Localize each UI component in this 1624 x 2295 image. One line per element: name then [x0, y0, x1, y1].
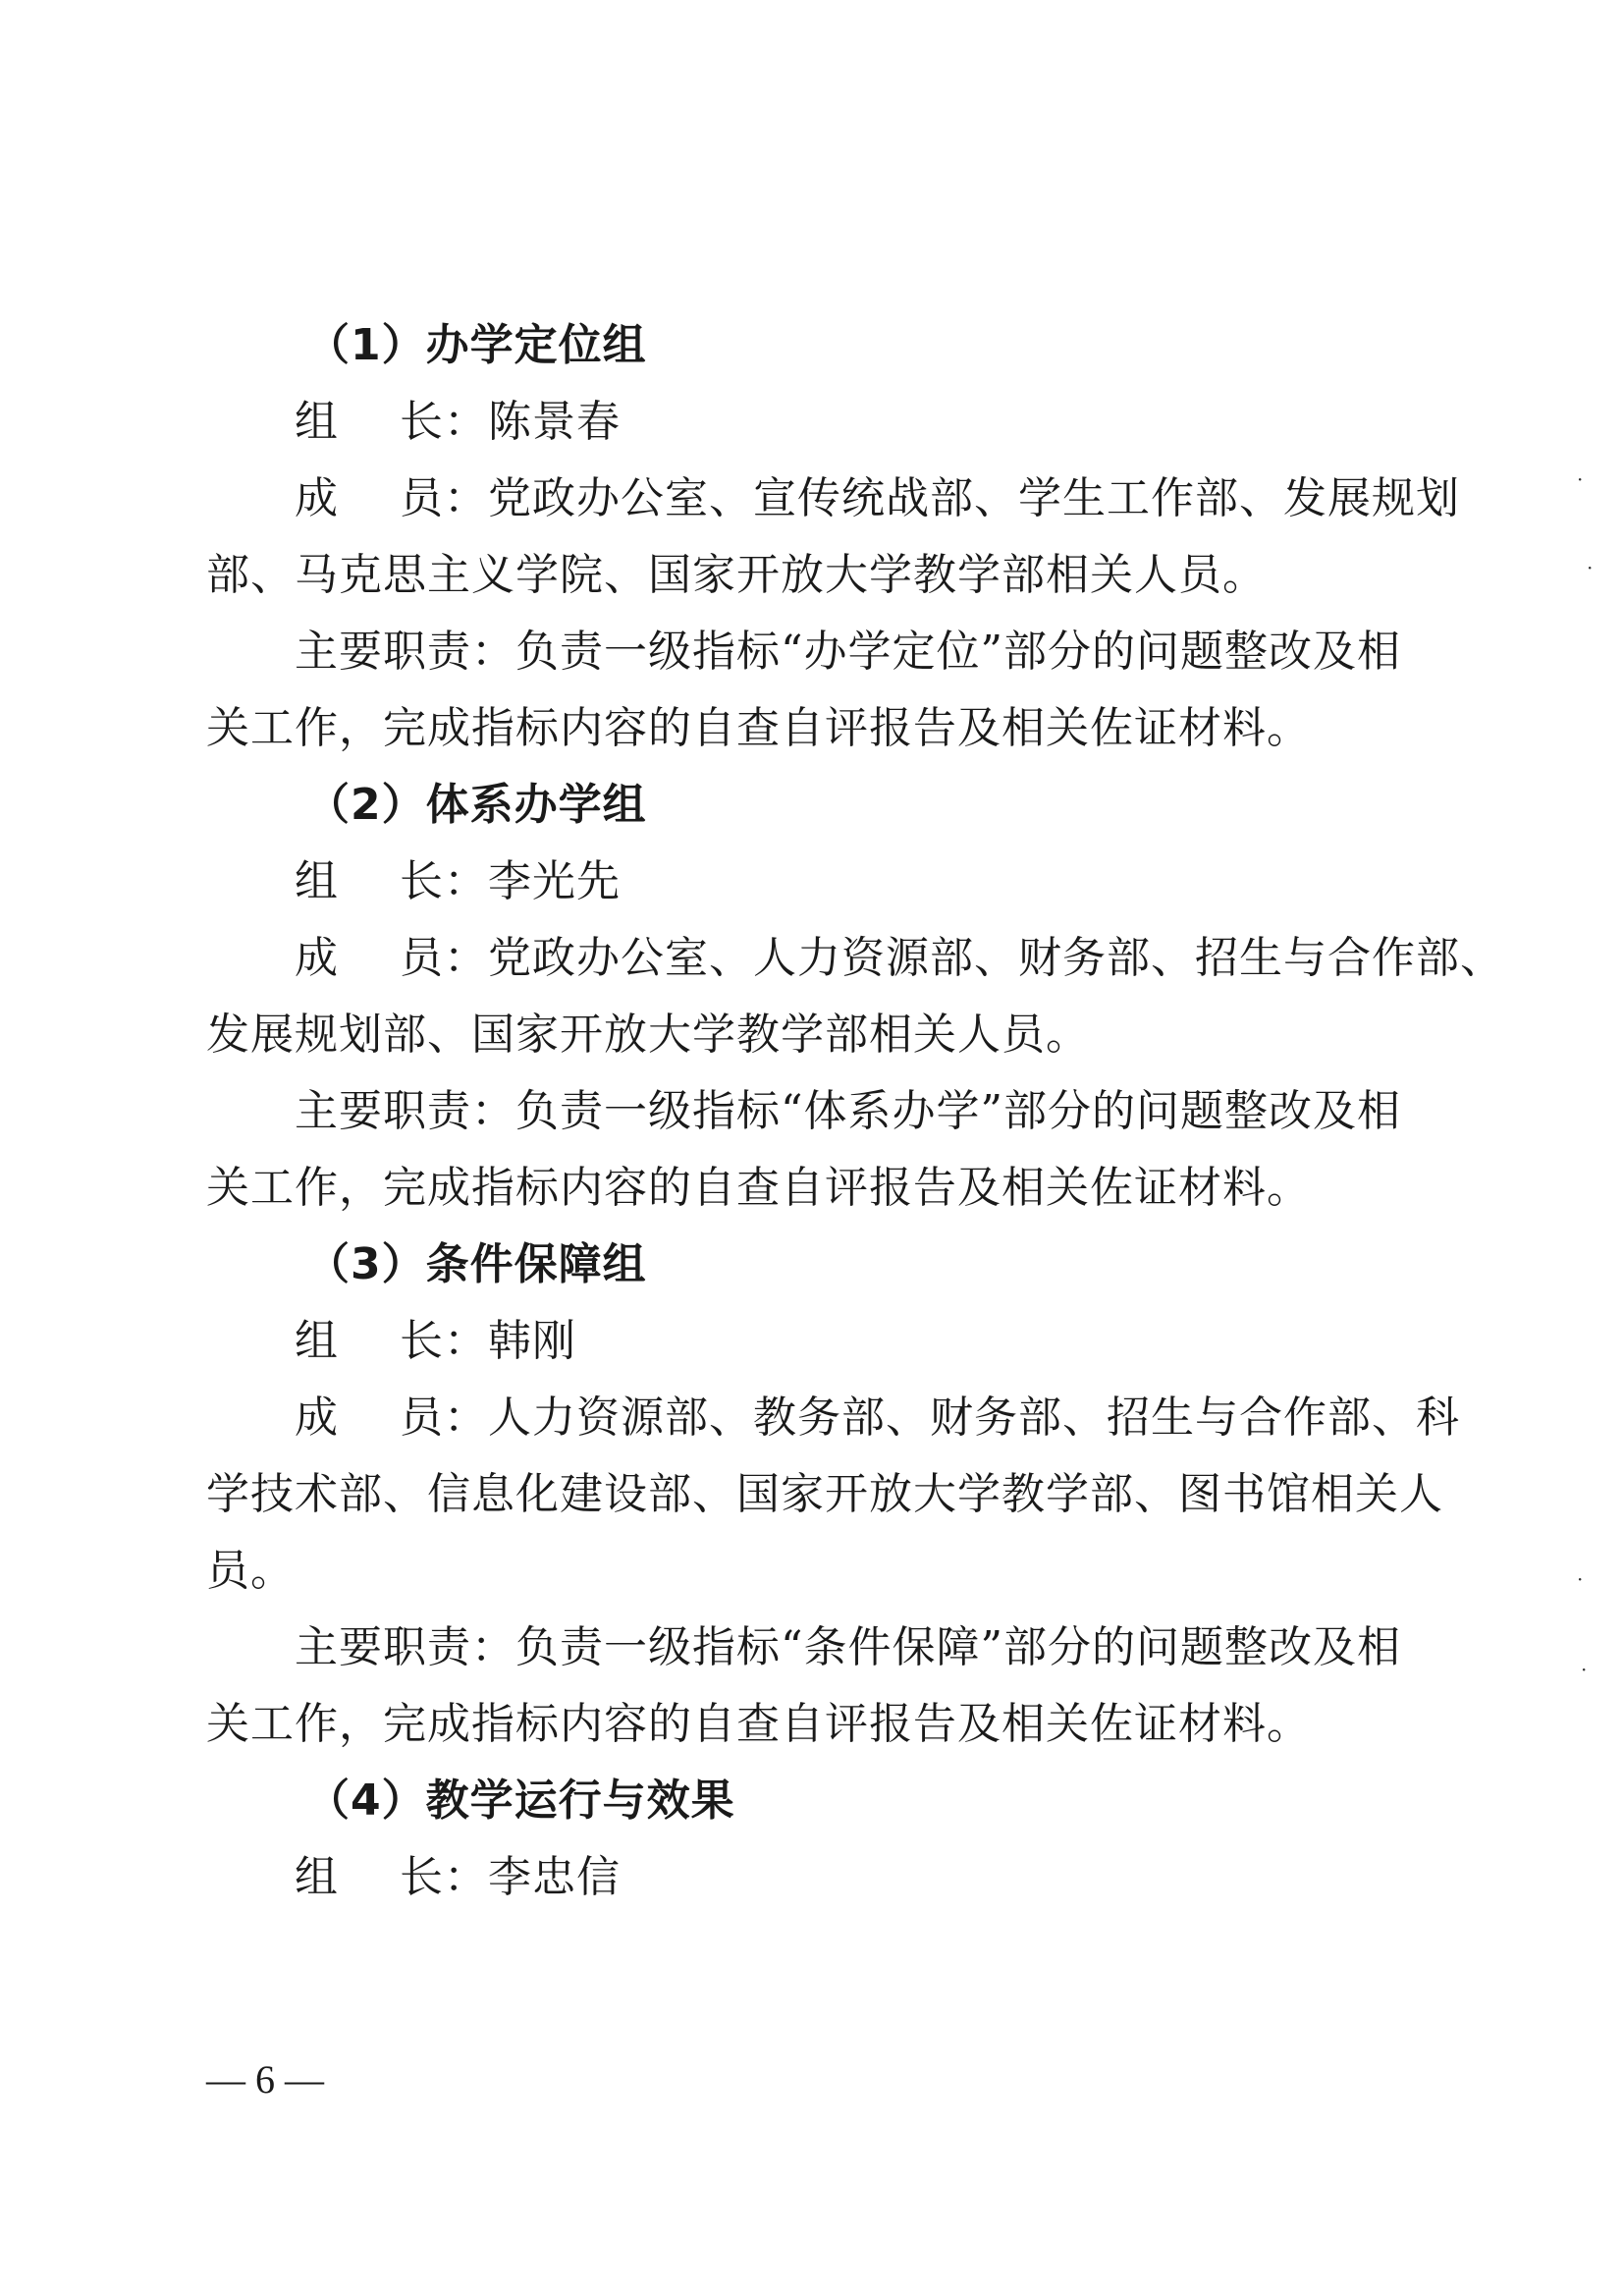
section-3-duty-line-2: 关工作，完成指标内容的自查自评报告及相关佐证材料。 [206, 1699, 1311, 1749]
section-3-members-line-1 [295, 1389, 1522, 1448]
section-1-members-line-2: 部、马克思主义学院、国家开放大学教学部相关人员。 [206, 550, 1267, 600]
section-1-duty-line-2: 关工作，完成指标内容的自查自评报告及相关佐证材料。 [206, 703, 1311, 753]
scan-speck: · [1581, 1658, 1588, 1681]
section-3-leader [295, 1312, 1522, 1371]
section-2-duty-line-2: 关工作，完成指标内容的自查自评报告及相关佐证材料。 [206, 1163, 1311, 1213]
section-4-leader [295, 1848, 1522, 1907]
scan-speck: · [1587, 556, 1594, 579]
section-3-duty-line-1: 主要职责：负责一级指标“条件保障”部分的问题整改及相 [295, 1622, 1401, 1672]
members-text: 人力资源部、教务部、财务部、招生与合作部、科 [488, 1393, 1460, 1443]
section-4-heading: （4）教学运行与效果 [306, 1776, 735, 1826]
leader-name: 陈景春 [488, 397, 621, 447]
section-2-members-line-1 [295, 929, 1522, 988]
members-text: 党政办公室、人力资源部、财务部、招生与合作部、 [488, 933, 1504, 983]
leader-label-2: 长： [400, 1852, 488, 1902]
section-1-duty-line-1: 主要职责：负责一级指标“办学定位”部分的问题整改及相 [295, 627, 1401, 677]
section-2-leader [295, 852, 1522, 911]
leader-label-2: 长： [400, 856, 488, 906]
members-label: 成 [295, 473, 339, 523]
leader-label: 组 [295, 397, 339, 447]
leader-label-2: 长： [400, 1316, 488, 1366]
leader-label: 组 [295, 1852, 339, 1902]
page-number: — 6 — [206, 2057, 324, 2102]
leader-label-2: 长： [400, 397, 488, 447]
members-label-2: 员： [400, 1393, 488, 1443]
scan-speck: · [1577, 1567, 1584, 1591]
leader-label: 组 [295, 1316, 339, 1366]
leader-name: 韩刚 [488, 1316, 576, 1366]
section-3-heading: （3）条件保障组 [306, 1239, 647, 1289]
leader-name: 李光先 [488, 856, 621, 906]
members-label: 成 [295, 933, 339, 983]
section-2-members-line-2: 发展规划部、国家开放大学教学部相关人员。 [206, 1010, 1090, 1060]
section-3-members-line-3: 员。 [206, 1546, 295, 1596]
section-1-heading: （1）办学定位组 [306, 320, 647, 370]
section-1-members-line-1 [295, 469, 1522, 528]
members-text: 党政办公室、宣传统战部、学生工作部、发展规划 [488, 473, 1460, 523]
section-2-heading: （2）体系办学组 [306, 780, 647, 830]
section-3-members-line-2: 学技术部、信息化建设部、国家开放大学教学部、图书馆相关人 [206, 1469, 1443, 1519]
members-label: 成 [295, 1393, 339, 1443]
scan-speck: · [1577, 467, 1584, 491]
section-1-leader [295, 393, 1522, 452]
section-2-duty-line-1: 主要职责：负责一级指标“体系办学”部分的问题整改及相 [295, 1086, 1401, 1136]
members-label-2: 员： [400, 933, 488, 983]
members-label-2: 员： [400, 473, 488, 523]
leader-label: 组 [295, 856, 339, 906]
leader-name: 李忠信 [488, 1852, 621, 1902]
